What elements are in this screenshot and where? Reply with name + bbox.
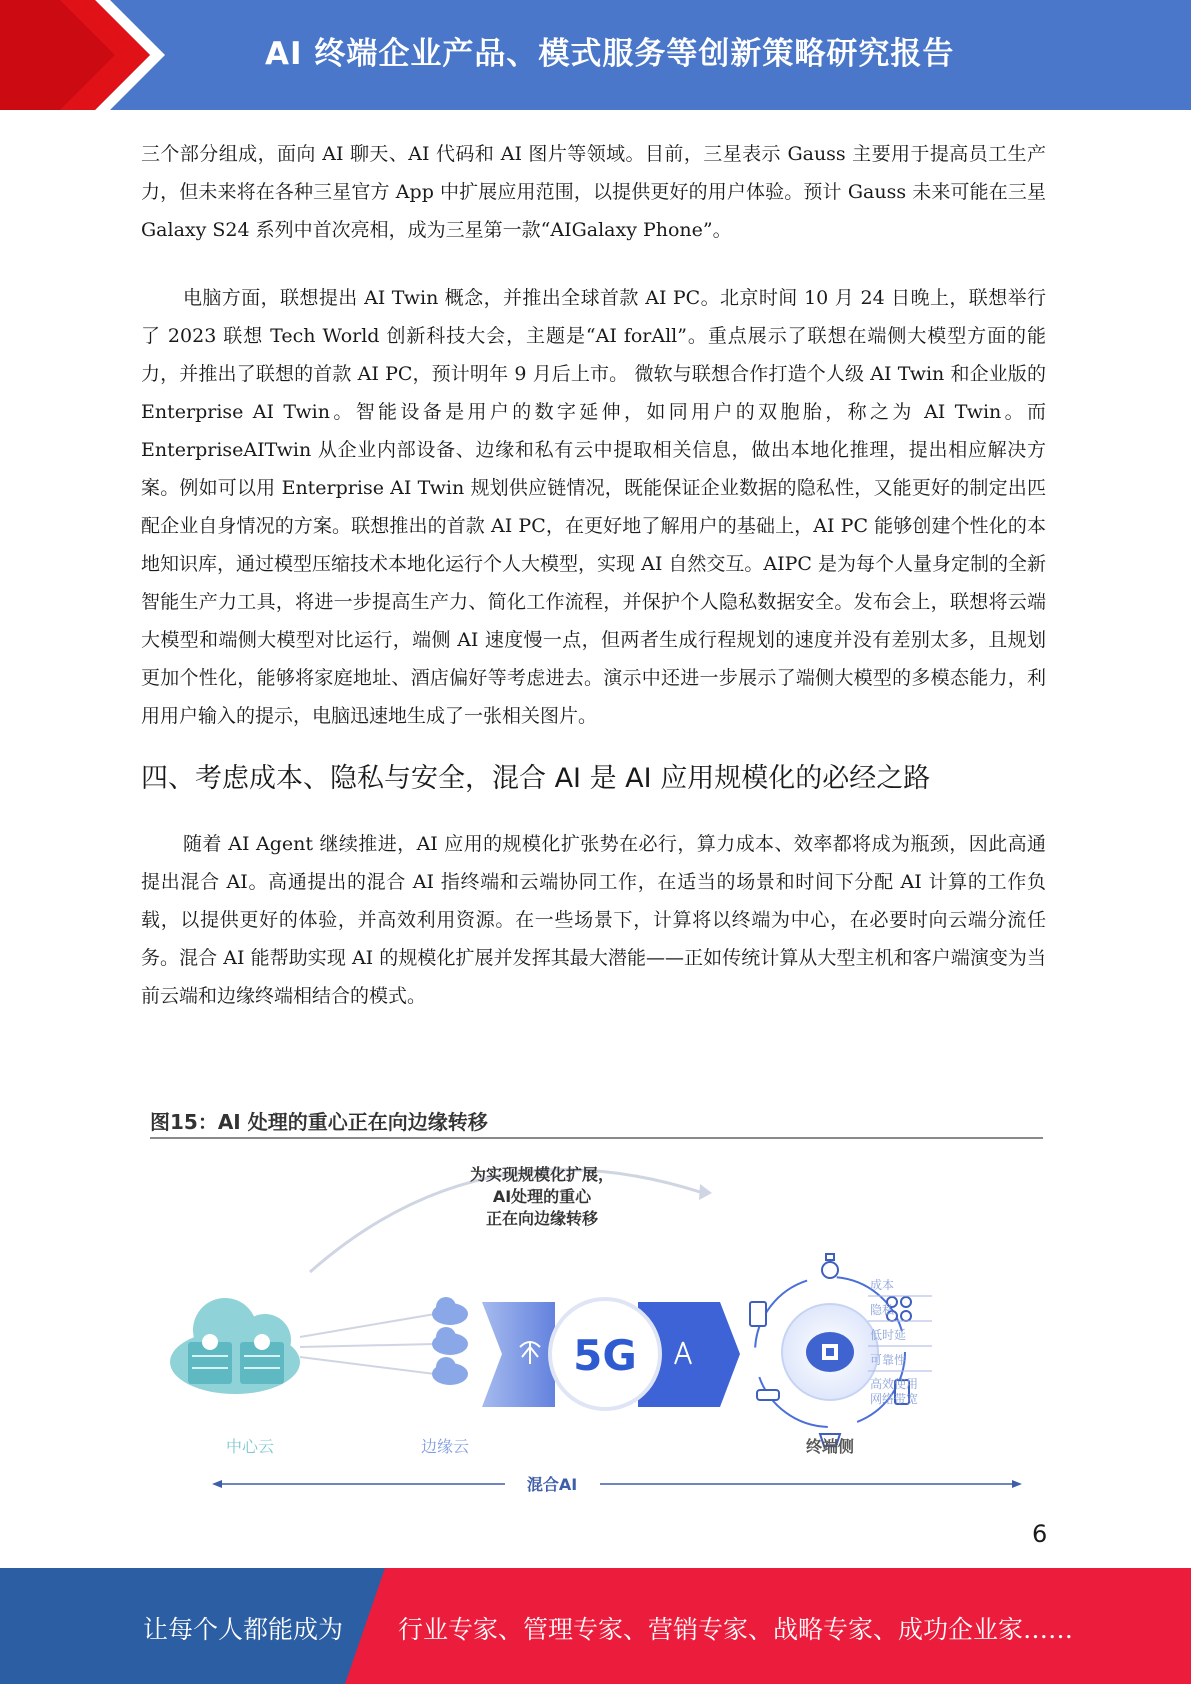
footer-slogan-left: 让每个人都能成为 bbox=[143, 1615, 344, 1644]
benefit-item: 成本 bbox=[870, 1278, 895, 1292]
edge-cloud-icon bbox=[432, 1297, 468, 1385]
brain-chip-icon bbox=[806, 1332, 854, 1372]
hybrid-ai-label: 混合AI bbox=[526, 1475, 578, 1494]
cloud-server-icon bbox=[170, 1298, 300, 1394]
page-header bbox=[0, 0, 1191, 110]
arc-label bbox=[470, 1165, 614, 1228]
benefit-item: 网络带宽 bbox=[870, 1392, 919, 1406]
page-number: 6 bbox=[1032, 1520, 1048, 1548]
svg-text:为实现规模化扩展，: 为实现规模化扩展， bbox=[469, 1165, 615, 1184]
device-side-label: 终端侧 bbox=[805, 1437, 855, 1456]
benefit-item: 高效使用 bbox=[870, 1377, 919, 1391]
watch-icon bbox=[822, 1254, 838, 1278]
paragraph: 随着 AI Agent 继续推进，AI 应用的规模化扩张势在必行，算力成本、效率都将成为瓶颈，因此高通提出混合 AI。高通提出的混合 AI 指终端和云端协同工作，在适当的场景和时间下分配 AI 计算的工作负载，以提供更好的体验，并高效利用资源。在一些场景下，计算将以终端为中心，在必要时向云端分流任务。混合 AI 能帮助实现 AI 的规模化扩展并发挥其最大潜能——正如传统计算从大型主机和客户端演变为当前云端和边缘终端相结合的模式。 bbox=[141, 833, 1046, 1007]
paragraph: 三个部分组成，面向 AI 聊天、AI 代码和 AI 图片等领域。目前，三星表示 Gauss 主要用于提高员工生产力，但未来将在各种三星官方 App 中扩展应用范围，以提供更好的用户体验。预计 Gauss 未来可能在三星 Galaxy S24 系列中首次亮相，成为三星第一款“AIGalaxy Phone”。 bbox=[141, 143, 1046, 241]
edge-cloud-label: 边缘云 bbox=[420, 1437, 470, 1456]
document-title: AI 终端企业产品、模式服务等创新策略研究报告 bbox=[265, 36, 955, 72]
5g-label: 5G bbox=[573, 1331, 637, 1380]
figure-caption: 图15：AI 处理的重心正在向边缘转移 bbox=[150, 1110, 488, 1134]
hybrid-ai-figure bbox=[150, 1142, 1043, 1502]
document-body bbox=[141, 135, 1046, 1015]
benefit-item: 隐私 bbox=[870, 1303, 895, 1317]
benefit-item: 低时延 bbox=[870, 1328, 907, 1342]
tablet-icon bbox=[750, 1302, 766, 1326]
page-footer bbox=[0, 1568, 1191, 1684]
svg-text:正在向边缘转移: 正在向边缘转移 bbox=[485, 1209, 599, 1228]
section-heading: 四、考虑成本、隐私与安全，混合 AI 是 AI 应用规模化的必经之路 bbox=[141, 763, 931, 794]
central-cloud-label: 中心云 bbox=[225, 1437, 275, 1456]
svg-text:AI处理的重心: AI处理的重心 bbox=[492, 1187, 592, 1206]
car-icon bbox=[757, 1390, 779, 1400]
footer-slogan-right: 行业专家、管理专家、营销专家、战略专家、成功企业家…… bbox=[398, 1615, 1074, 1644]
benefit-item: 可靠性 bbox=[870, 1353, 907, 1367]
paragraph: 电脑方面，联想提出 AI Twin 概念，并推出全球首款 AI PC。北京时间 10 月 24 日晚上，联想举行了 2023 联想 Tech World 创新科技大会，主题是“AI forAll”。重点展示了联想在端侧大模型方面的能力，并推出了联想的首款 AI PC，预计明年 9 月后上市。 微软与联想合作打造个人级 AI Twin 和企业版的 Enterprise AI Twin。智能设备是用户的数字延伸，如同用户的双胞胎，称之为 AI Twin。而 EnterpriseAITwin 从企业内部设备、边缘和私有云中提取相关信息，做出本地化推理，提出相应解决方案。例如可以用 Enterprise AI Twin 规划供应链情况，既能保证企业数据的隐私性，又能更好的制定出匹配企业自身情况的方案。联想推出的首款 AI PC，在更好地了解用户的基础上，AI PC 能够创建个性化的本地知识库，通过模型压缩技术本地化运行个人大模型，实现 AI 自然交互。AIPC 是为每个人量身定制的全新智能生产力工具，将进一步提高生产力、简化工作流程，并保护个人隐私数据安全。发布会上，联想将云端大模型和端侧大模型对比运行，端侧 AI 速度慢一点，但两者生成行程规划的速度并没有差别太多，且规划更加个性化，能够将家庭地址、酒店偏好等考虑进去。演示中还进一步展示了端侧大模型的多模态能力，利用用户输入的提示，电脑迅速地生成了一张相关图片。 bbox=[141, 287, 1046, 727]
figure-caption-rule bbox=[150, 1137, 1043, 1139]
